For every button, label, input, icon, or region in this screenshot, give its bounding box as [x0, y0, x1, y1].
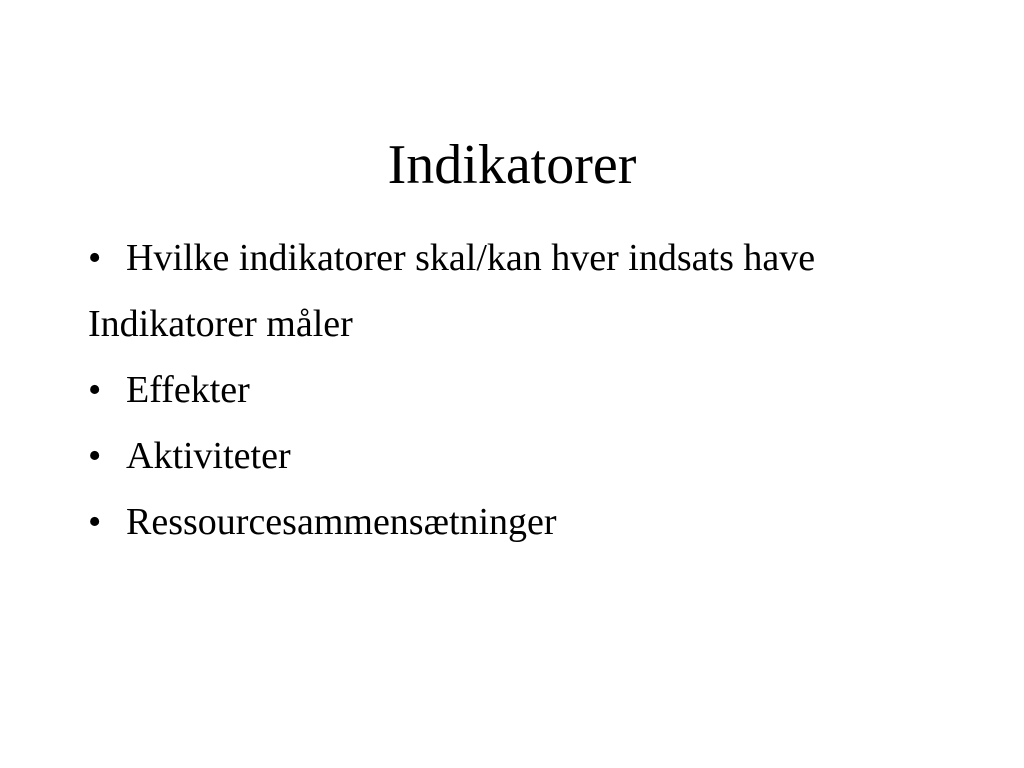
bullet-item	[88, 494, 888, 550]
bullet-text: Ressourcesammensætninger	[126, 501, 557, 543]
bullet-icon: •	[88, 435, 102, 477]
bullet-item	[88, 230, 888, 286]
bullet-text: Aktiviteter	[126, 435, 291, 477]
bullet-icon: •	[88, 369, 102, 411]
bullet-text: Hvilke indikatorer skal/kan hver indsats have	[126, 237, 816, 279]
slide-body	[88, 230, 888, 560]
bullet-icon: •	[88, 237, 102, 279]
bullet-icon: •	[88, 501, 102, 543]
bullet-item	[88, 428, 888, 484]
bullet-text: Effekter	[126, 369, 250, 411]
bullet-item	[88, 362, 888, 418]
slide-title: Indikatorer	[387, 134, 637, 196]
subheading-text: Indikatorer måler	[88, 303, 353, 345]
